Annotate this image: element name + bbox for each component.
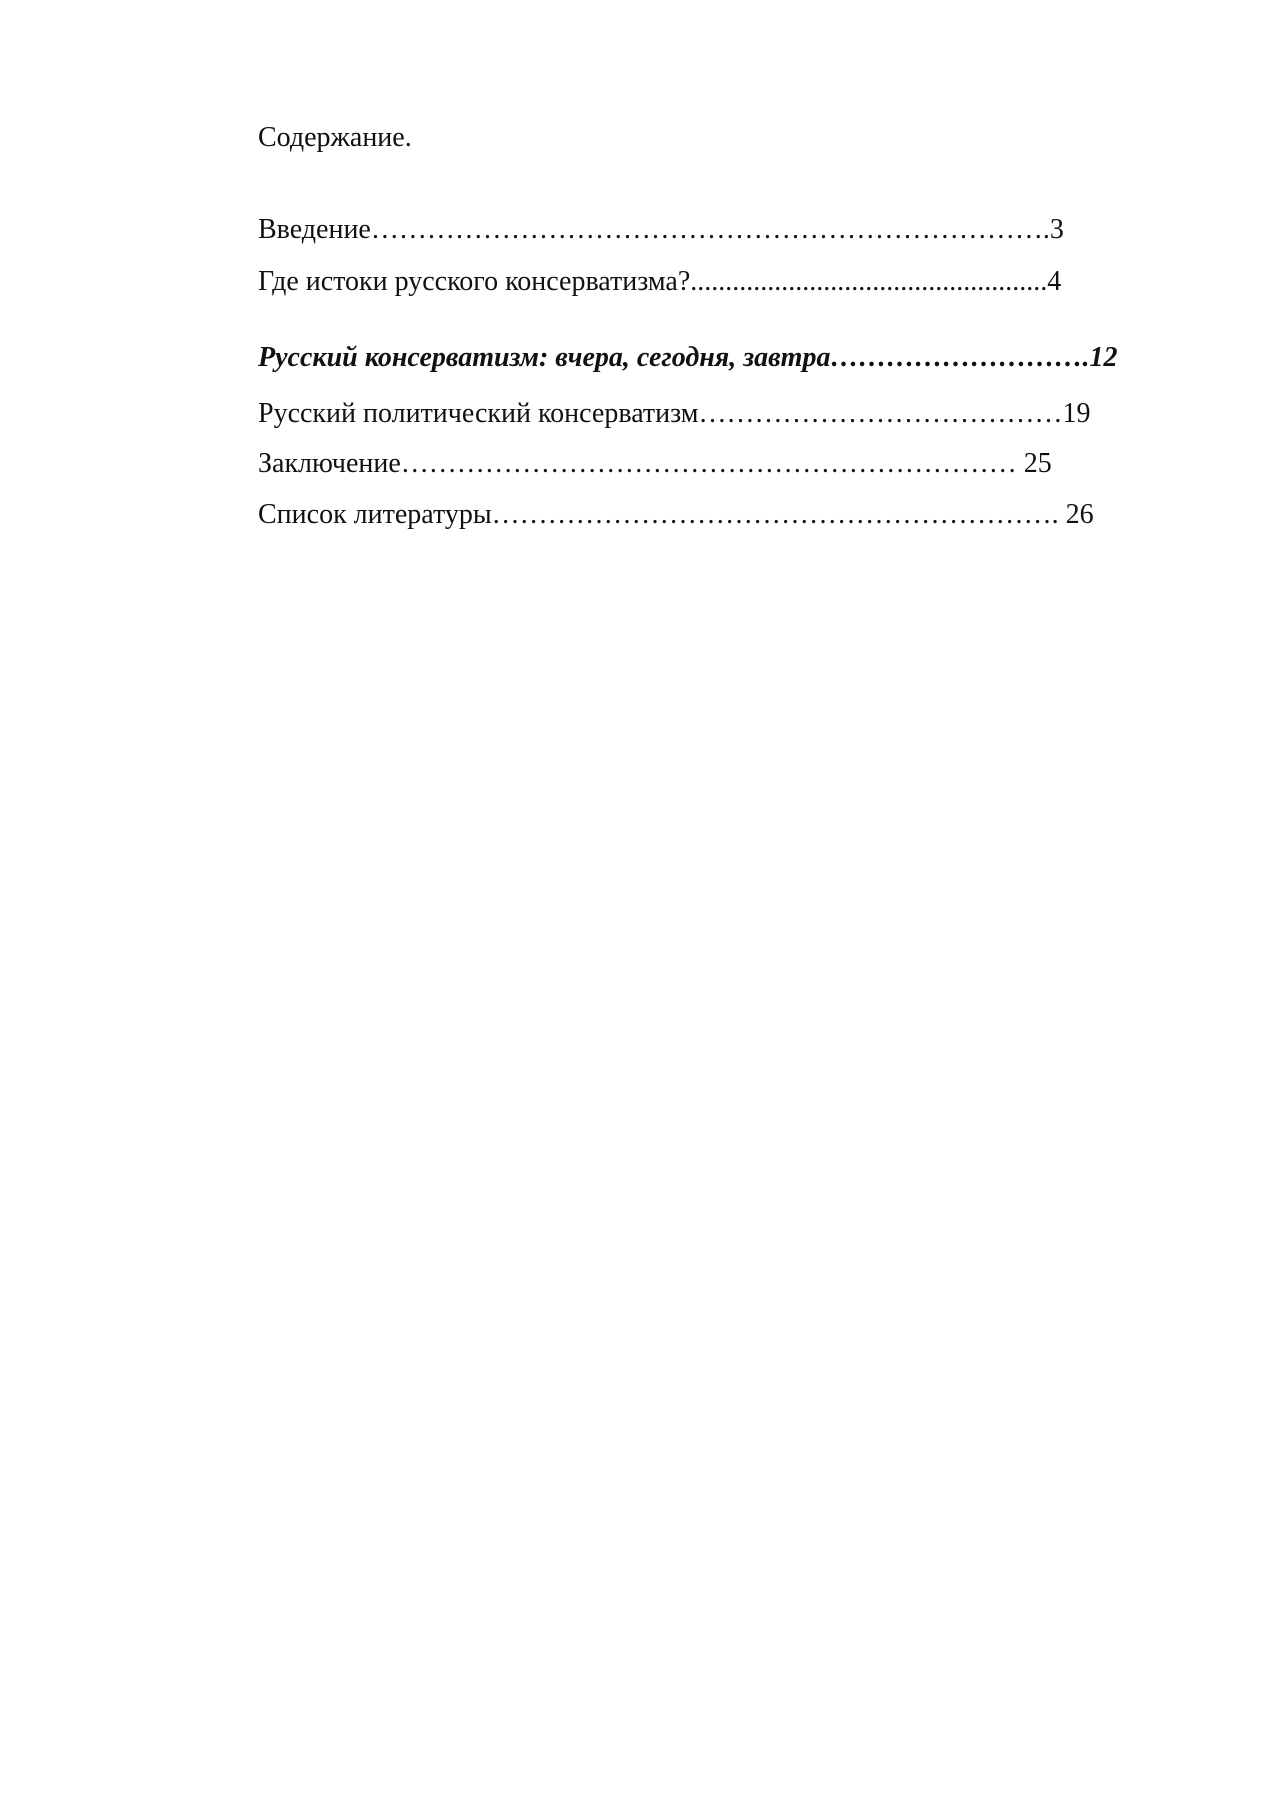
toc-entry-past-present-future: Русский консерватизм: вчера, сегодня, завтра……………………….12: [258, 342, 1118, 373]
toc-entry-origins: Где истоки русского консерватизма?...................................................4: [258, 266, 1062, 297]
toc-entry-introduction: Введение……………………………………………………………….3: [258, 214, 1064, 245]
toc-title: Содержание.: [258, 122, 412, 153]
toc-entry-bibliography: Список литературы……………………………………………………. 26: [258, 499, 1094, 530]
toc-entry-political-conservatism: Русский политический консерватизм…………………………………19: [258, 398, 1091, 429]
toc-entry-conclusion: Заключение………………………………………………………… 25: [258, 448, 1052, 479]
